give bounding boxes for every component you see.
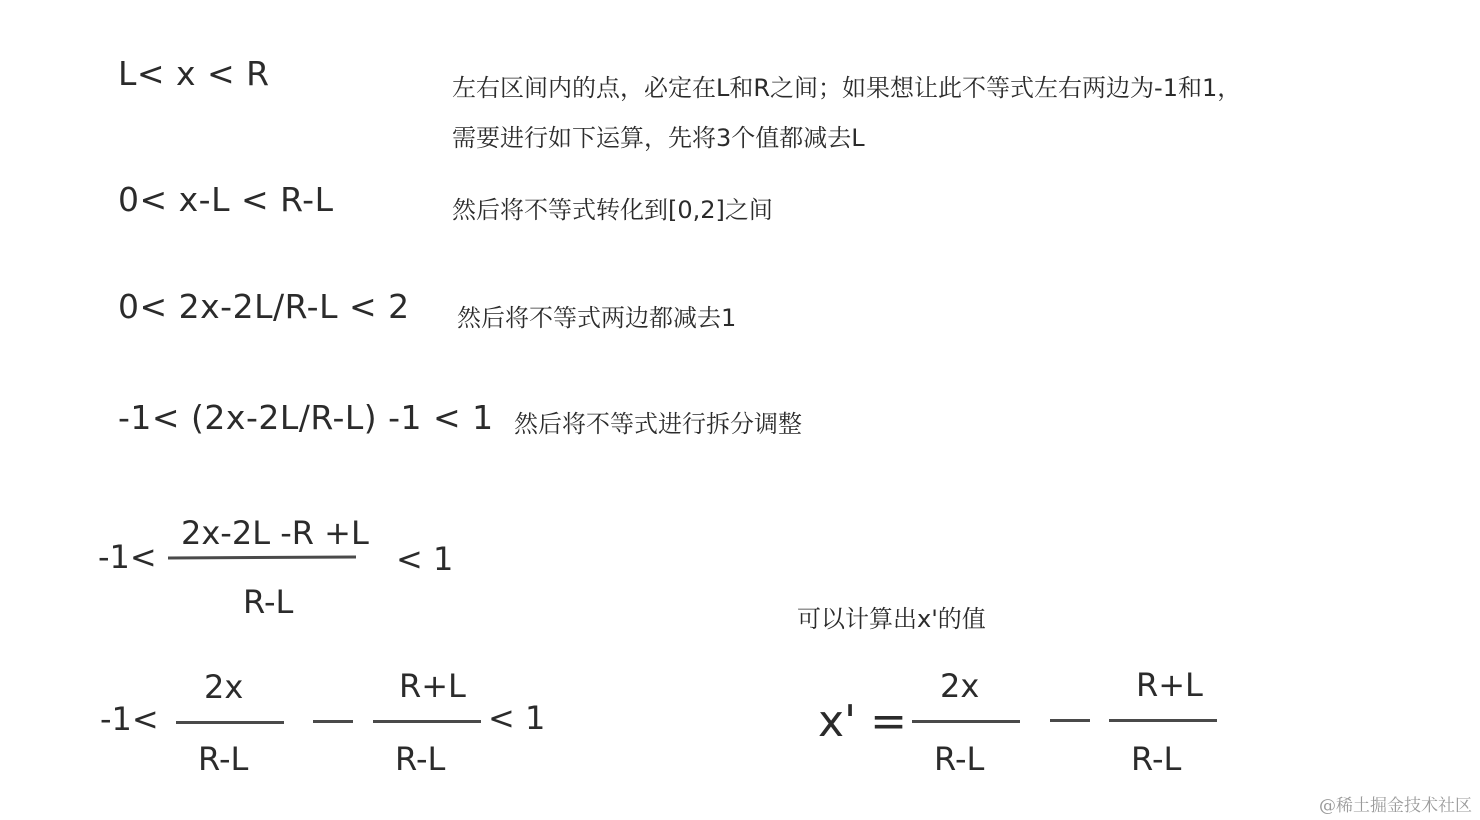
fraction-step-bar bbox=[168, 556, 356, 560]
result-frac2-denominator: R-L bbox=[1131, 740, 1182, 778]
result-minus-sign bbox=[1050, 719, 1090, 722]
split-frac2-denominator: R-L bbox=[395, 740, 446, 778]
split-frac2-numerator: R+L bbox=[399, 667, 466, 705]
fraction-step-numerator: 2x-2L -R +L bbox=[181, 514, 369, 552]
step1-formula: L< x < R bbox=[118, 54, 270, 93]
result-frac1-bar bbox=[912, 720, 1020, 723]
result-frac1-denominator: R-L bbox=[934, 740, 985, 778]
step4-formula: -1< (2x-2L/R-L) -1 < 1 bbox=[118, 398, 494, 437]
step3-formula: 0< 2x-2L/R-L < 2 bbox=[118, 287, 410, 326]
step4-note: 然后将不等式进行拆分调整 bbox=[514, 410, 802, 438]
split-frac1-numerator: 2x bbox=[204, 668, 244, 706]
result-frac2-bar bbox=[1109, 719, 1217, 722]
split-frac1-denominator: R-L bbox=[198, 740, 249, 778]
split-frac2-bar bbox=[373, 720, 481, 723]
fraction-step-left: -1< bbox=[98, 538, 157, 576]
split-minus-sign bbox=[313, 720, 353, 723]
step2-formula: 0< x-L < R-L bbox=[118, 180, 334, 219]
split-step-left: -1< bbox=[100, 700, 159, 738]
result-frac2-numerator: R+L bbox=[1136, 666, 1203, 704]
step2-note: 然后将不等式转化到[0,2]之间 bbox=[452, 196, 773, 224]
fraction-step-denominator: R-L bbox=[243, 583, 294, 621]
result-caption: 可以计算出x'的值 bbox=[797, 605, 986, 633]
step3-note: 然后将不等式两边都减去1 bbox=[457, 304, 737, 332]
step1-note-line2: 需要进行如下运算，先将3个值都减去L bbox=[452, 124, 865, 152]
step1-note-line1: 左右区间内的点，必定在L和R之间；如果想让此不等式左右两边为-1和1， bbox=[452, 74, 1242, 102]
split-frac1-bar bbox=[176, 721, 284, 724]
result-lhs: x' = bbox=[818, 696, 907, 747]
result-frac1-numerator: 2x bbox=[940, 667, 980, 705]
split-step-right: < 1 bbox=[488, 699, 546, 737]
watermark: @稀土掘金技术社区 bbox=[1319, 796, 1472, 816]
fraction-step-right: < 1 bbox=[396, 540, 454, 578]
